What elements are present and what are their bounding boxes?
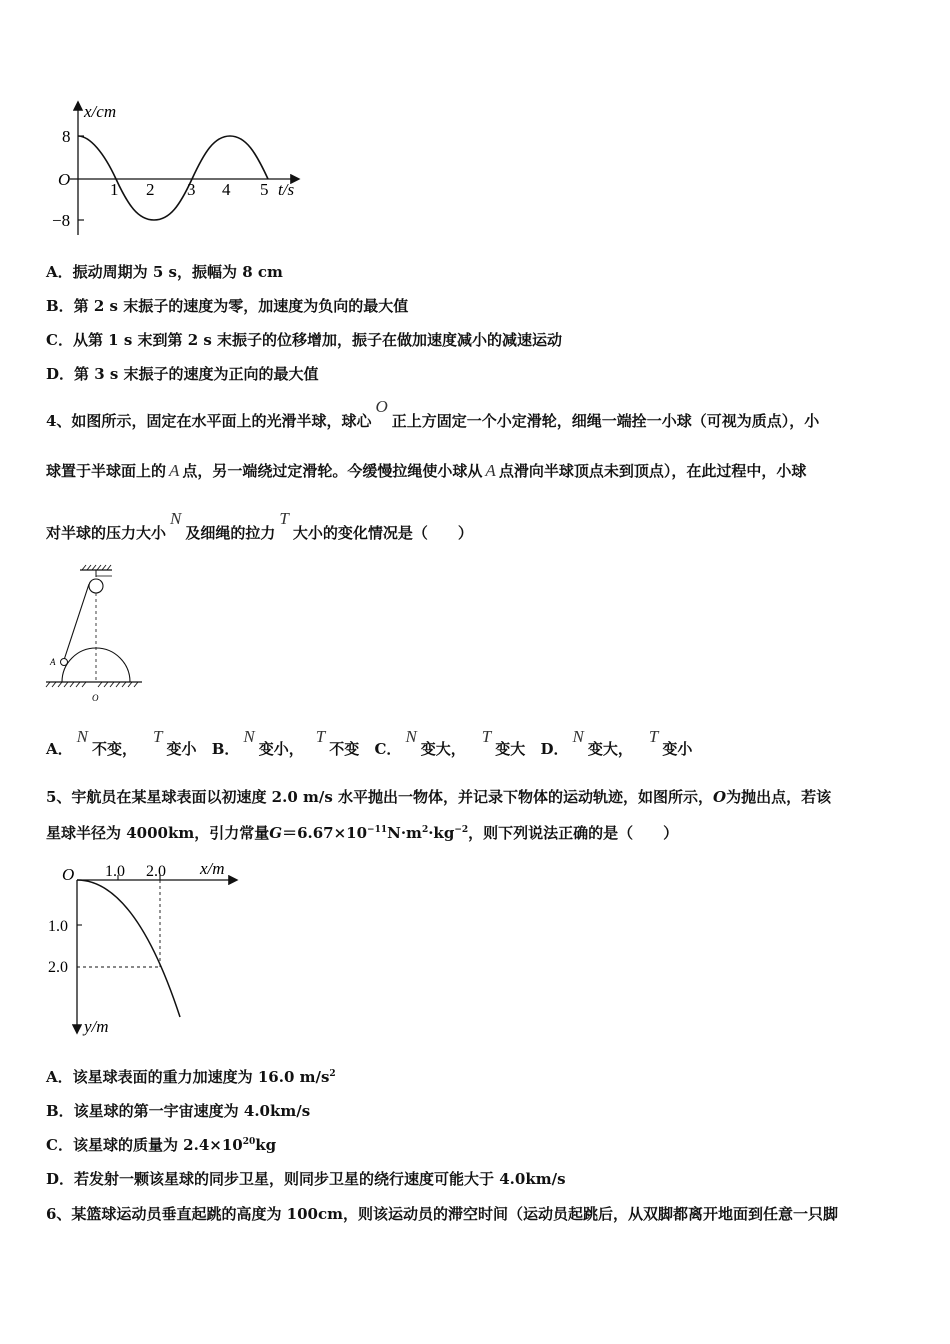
pulley bbox=[89, 579, 103, 593]
q5-option-b: B．该星球的第一宇宙速度为 4.0km/s bbox=[46, 1102, 311, 1120]
rope bbox=[64, 584, 89, 660]
ball-a bbox=[61, 659, 68, 666]
origin-label: O bbox=[62, 865, 75, 884]
q5-option-c: C．该星球的质量为 $2.4\times 10^{20}kg$ bbox=[46, 1136, 277, 1154]
label-a: A bbox=[50, 657, 56, 667]
trajectory-graph bbox=[40, 852, 250, 1042]
x-axis-label: t/s bbox=[278, 180, 295, 199]
q4-line-2: 球置于半球面上的 A 点，另一端绕过定滑轮。今缓慢拉绳使小球从 A 点滑向半球顶点未到顶点），在此过程中，小球 bbox=[46, 461, 807, 480]
q5-line-2: 星球半径为 4000km，引力常量$G=6.67\times 10^{-11}N\cdot m^2\cdot kg^{-2}$，则下列说法正确的是（ ） bbox=[46, 824, 679, 842]
x-tick-5: 5 bbox=[260, 180, 269, 199]
x-tick-3: 3 bbox=[187, 180, 196, 199]
q4-line-3: 对半球的压力大小N及细绳的拉力T大小的变化情况是（ ） bbox=[46, 509, 473, 542]
y-axis-label: x/cm bbox=[84, 102, 117, 121]
q3-option-d: D．第 3 s 末振子的速度为正向的最大值 bbox=[46, 365, 319, 383]
q4-options: A．N不变，T变小 B．N变小，T不变 C．N变大，T变大 D．N变大，T变小 bbox=[46, 727, 693, 758]
y-tick-1: 1.0 bbox=[48, 918, 68, 935]
x-tick-2: 2.0 bbox=[146, 863, 166, 880]
x-axis-label: x/m bbox=[200, 859, 225, 878]
sine-curve bbox=[78, 136, 268, 220]
origin-label: O bbox=[58, 170, 71, 189]
trajectory-curve bbox=[77, 880, 180, 1017]
q3-option-c: C．从第 1 s 末到第 2 s 末振子的位移增加，振子在做加速度减小的减速运动 bbox=[46, 331, 563, 349]
q4-line-1: 4、如图所示，固定在水平面上的光滑半球，球心O正上方固定一个小定滑轮，细绳一端拴一小球（可视为质点），小 bbox=[46, 397, 820, 430]
x-tick-1: 1 bbox=[110, 180, 119, 199]
q6-line-1: 6、某篮球运动员垂直起跳的高度为 100cm，则该运动员的滞空时间（运动员起跳后，从双脚都离开地面到任意一只脚 bbox=[46, 1205, 838, 1223]
q5-option-d: D．若发射一颗该星球的同步卫星，则同步卫星的绕行速度可能大于 4.0km/s bbox=[46, 1170, 566, 1188]
q5-line-1: 5、宇航员在某星球表面以初速度 2.0 m/s 水平抛出一物体，并记录下物体的运动轨迹，如图所示，O为抛出点，若该 bbox=[46, 788, 832, 806]
x-tick-2: 2 bbox=[146, 180, 155, 199]
x-tick-1: 1.0 bbox=[105, 863, 125, 880]
y-axis-label: y/m bbox=[84, 1017, 109, 1036]
x-tick-4: 4 bbox=[222, 180, 231, 199]
label-o: O bbox=[92, 693, 99, 703]
oscillation-graph bbox=[40, 95, 320, 245]
y-tick-neg8: −8 bbox=[52, 211, 71, 230]
q5-option-a: A．该星球表面的重力加速度为 16.0 $m/s^2$ bbox=[46, 1068, 336, 1086]
y-tick-2: 2.0 bbox=[48, 959, 68, 976]
q3-option-a: A．振动周期为 5 s，振幅为 8 cm bbox=[46, 263, 283, 281]
y-tick-8: 8 bbox=[62, 127, 71, 146]
hemisphere-pulley-diagram bbox=[42, 562, 152, 707]
q3-option-b: B．第 2 s 末振子的速度为零，加速度为负向的最大值 bbox=[46, 297, 409, 315]
